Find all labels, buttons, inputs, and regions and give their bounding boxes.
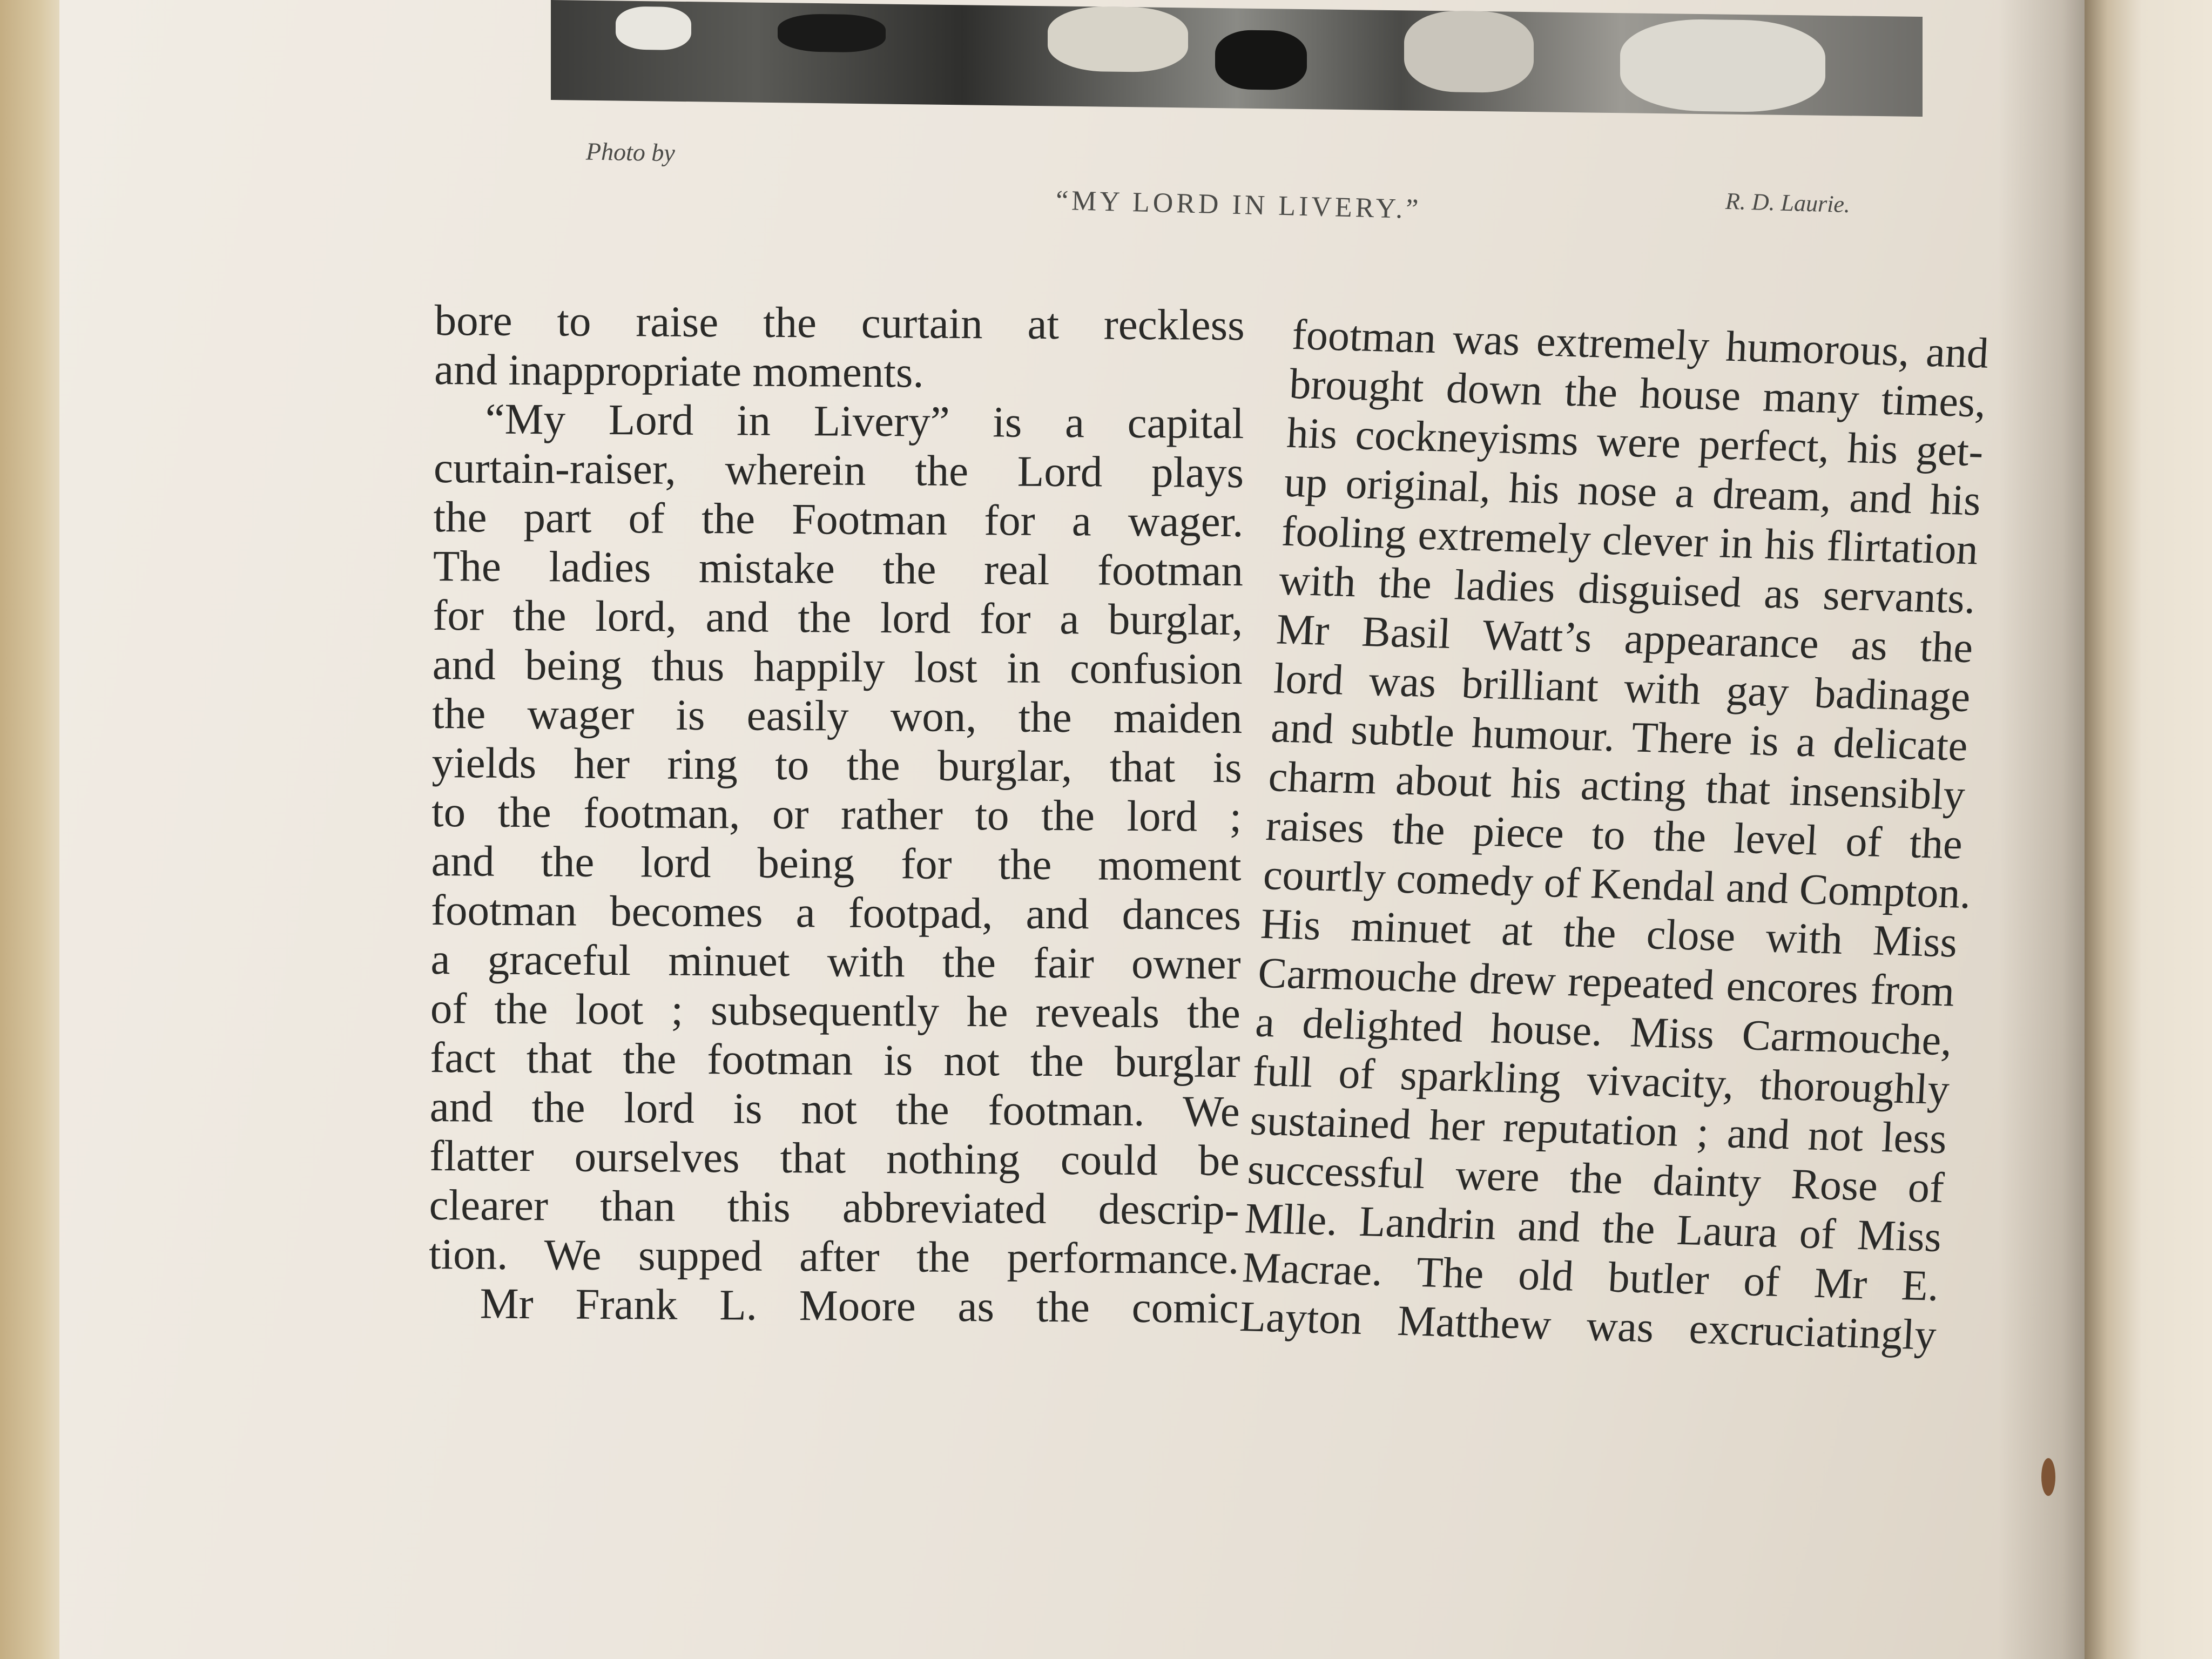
text-line: and being thus happily lost in confusion xyxy=(432,639,1243,694)
text-line: clearer than this abbreviated descrip- xyxy=(429,1180,1239,1235)
text-line: brought down the house many times, xyxy=(1288,360,1987,427)
text-line: the part of the Footman for a wager. xyxy=(433,492,1244,547)
facing-page-edge xyxy=(2085,0,2212,1659)
text-line: to the footman, or rather to the lord ; xyxy=(431,787,1242,841)
text-line: footman was extremely humorous, and xyxy=(1291,311,1990,377)
photo-caption: “MY LORD IN LIVERY.” xyxy=(1055,185,1422,225)
right-text-column xyxy=(1238,311,1990,1360)
text-line: sustained her reputation ; and not less xyxy=(1249,1096,1948,1163)
text-line: full of sparkling vivacity, thoroughly xyxy=(1251,1047,1951,1114)
text-line: The ladies mistake the real footman xyxy=(433,541,1244,596)
text-line: and the lord being for the moment xyxy=(431,836,1242,891)
text-line: the wager is easily won, the maiden xyxy=(432,689,1243,743)
text-line: with the ladies disguised as servants. xyxy=(1278,556,1977,623)
text-line: and subtle humour. There is a delicate xyxy=(1270,704,1969,771)
text-line: of the loot ; subsequently he reveals the xyxy=(430,983,1241,1038)
photo-credit-prefix: Photo by xyxy=(585,137,676,167)
text-line: “My Lord in Livery” is a capital xyxy=(485,394,1244,448)
text-line: Mr Frank L. Moore as the comic xyxy=(480,1279,1239,1333)
text-line: raises the piece to the level of the xyxy=(1264,802,1964,868)
text-line: tion. We supped after the performance. xyxy=(428,1229,1239,1284)
text-line: and inappropriate moments. xyxy=(434,345,924,397)
page-stain xyxy=(2041,1458,2055,1496)
photo-figure-dress xyxy=(1048,6,1188,72)
text-line: a graceful minuet with the fair owner xyxy=(430,934,1241,989)
text-line: a delighted house. Miss Carmouche, xyxy=(1254,998,1953,1065)
text-line: Mr Basil Watt’s appearance as the xyxy=(1275,605,1974,672)
photo-figure-cloth xyxy=(1620,18,1825,113)
text-line: fact that the footman is not the burglar xyxy=(430,1033,1240,1087)
text-line: Mlle. Landrin and the Laura of Miss xyxy=(1244,1195,1943,1262)
text-line: his cockneyisms were perfect, his get- xyxy=(1285,409,1985,476)
text-line: Carmouche drew repeated encores from xyxy=(1257,949,1956,1016)
text-line: Layton Matthew was excruciatingly xyxy=(1238,1293,1938,1359)
text-line: yields her ring to the burglar, that is xyxy=(431,738,1242,792)
text-line: fooling extremely clever in his flirtation xyxy=(1280,507,1980,574)
text-line: for the lord, and the lord for a burglar, xyxy=(433,590,1243,645)
text-line: bore to raise the curtain at reckless xyxy=(434,296,1245,350)
left-text-column xyxy=(428,296,1245,1333)
text-line: flatter ourselves that nothing could be xyxy=(429,1131,1240,1185)
photo-figure-shoe xyxy=(778,14,886,52)
photo-credit-name: R. D. Laurie. xyxy=(1725,187,1851,218)
photo-figure-shoe xyxy=(616,6,691,50)
text-line: curtain-raiser, wherein the Lord plays xyxy=(433,443,1244,497)
text-line: Macrae. The old butler of Mr E. xyxy=(1241,1244,1940,1310)
gutter-shadow xyxy=(1998,0,2090,1659)
photo-figure-cloth xyxy=(1404,10,1534,93)
text-line: courtly comedy of Kendal and Compton. xyxy=(1262,851,1973,918)
book-edge-left xyxy=(0,0,65,1659)
text-line: charm about his acting that insensibly xyxy=(1267,753,1966,819)
photograph xyxy=(551,0,1923,117)
text-line: and the lord is not the footman. We xyxy=(429,1082,1240,1136)
text-line: successful were the dainty Rose of xyxy=(1246,1145,1946,1212)
text-line: footman becomes a footpad, and dances xyxy=(430,885,1242,940)
text-line: lord was brilliant with gay badinage xyxy=(1272,655,1972,721)
text-line: His minuet at the close with Miss xyxy=(1259,900,1959,967)
text-line: up original, his nose a dream, and his xyxy=(1283,458,1982,525)
photo-figure-shoe xyxy=(1215,30,1307,90)
